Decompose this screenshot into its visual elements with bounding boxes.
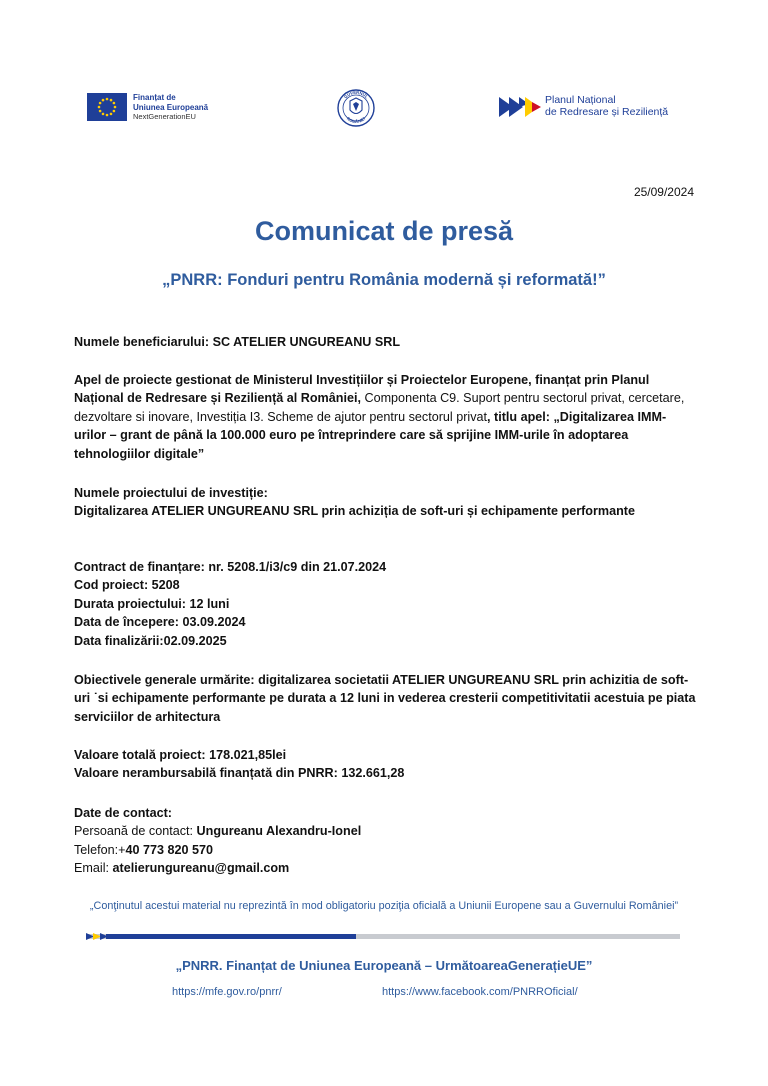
disclaimer: „Conţinutul acestui material nu reprezintă în mod obligatoriu poziţia oficială a Uniunii Europene sau a Guvernului României” <box>89 900 679 912</box>
project-name-value: Digitalizarea ATELIER UNGUREANU SRL prin achiziția de soft-uri și echipamente performante <box>74 504 635 519</box>
footer-tagline: „PNRR. Finanțat de Uniunea Europeană – UrmătoareaGenerațieUE” <box>175 958 593 973</box>
beneficiary-label: Numele beneficiarului: <box>74 335 210 349</box>
page-subtitle: „PNRR: Fonduri pentru România modernă și reformată!” <box>162 271 606 289</box>
project-values <box>74 746 698 783</box>
eu-flag-icon <box>87 93 127 121</box>
eu-funding-logo <box>87 93 227 121</box>
project-duration: Durata proiectului: 12 luni <box>74 596 230 611</box>
eu-logo-line3: NextGenerationEU <box>133 112 196 121</box>
government-seal-icon <box>337 89 375 127</box>
call-title: , titlu apel: „Digitalizarea IMM-urilor – grant de până la 100.000 euro pe întreprindere care să sprijine IMM-urile în adoptarea tehnologiilor digitale” <box>74 409 667 461</box>
facebook-link[interactable]: https://www.facebook.com/PNRROficial/ <box>382 986 578 998</box>
project-code: Cod proiect: 5208 <box>74 578 180 593</box>
total-value: Valoare totală proiect: 178.021,85lei <box>74 748 287 762</box>
contact-email-label: Email: <box>74 861 113 876</box>
footer-divider-bar <box>86 928 680 938</box>
contact-person-label: Persoană de contact: <box>74 824 197 839</box>
contact-email-line <box>74 859 698 877</box>
contact-heading: Date de contact: <box>74 806 172 820</box>
pnrr-logo-line1: Planul Național <box>545 94 616 106</box>
end-date: Data finalizării:02.09.2025 <box>74 633 227 648</box>
contact-phone-value: 40 773 820 570 <box>125 842 214 857</box>
contact-phone-line <box>74 841 698 859</box>
contact-phone-label: Telefon:+ <box>74 842 126 857</box>
project-name-label: Numele proiectului de investiție: <box>74 486 268 500</box>
call-paragraph <box>74 371 698 463</box>
contact-person-value: Ungureanu Alexandru-Ionel <box>196 824 362 839</box>
mfe-link[interactable]: https://mfe.gov.ro/pnrr/ <box>172 986 282 998</box>
objectives-paragraph: Obiectivele generale urmărite: digitalizarea societatii ATELIER UNGUREANU SRL prin achizitia de soft-uri ˙si echipamente performante pe durata a 12 luni in vederea cresterii competitivitatii acestuia pe piata serviciilor de arhitectura <box>74 673 696 724</box>
pnrr-logo-line2: de Redresare și Reziliență <box>545 106 669 118</box>
pnrr-logo <box>499 94 684 122</box>
beneficiary-value: SC ATELIER UNGUREANU SRL <box>212 335 401 349</box>
document-date: 25/09/2024 <box>633 185 694 199</box>
eu-logo-line2: Uniunea Europeană <box>133 102 209 112</box>
call-bold-part: Apel de proiecte gestionat de Ministerul Investițiilor și Proiectelor Europene, finanțat prin Planul Național de Redresare și Reziliență al României, <box>74 373 650 406</box>
contract-number: Contract de finanțare: nr. 5208.1/i3/c9 din 21.07.2024 <box>74 560 387 574</box>
beneficiary-line <box>74 333 698 351</box>
start-date: Data de începere: 03.09.2024 <box>74 615 246 630</box>
contact-block <box>74 804 698 878</box>
svg-text:GUVERNUL: GUVERNUL <box>342 89 370 100</box>
svg-text:ROMÂNIEI: ROMÂNIEI <box>345 115 367 125</box>
page-title: Comunicat de presă <box>254 216 514 246</box>
contact-email-value: atelierungureanu@gmail.com <box>112 861 290 876</box>
grant-value: Valoare nerambursabilă finanțată din PNRR: 132.661,28 <box>74 766 405 781</box>
eu-logo-line1: Finanțat de <box>133 93 176 102</box>
contract-details <box>74 558 698 650</box>
pnrr-arrow-icon <box>499 94 541 120</box>
project-name-block <box>74 484 698 521</box>
call-normal-part: Componenta C9. Suport pentru sectorul privat, cercetare, dezvoltare si inovare, Investiția I3. Scheme de ajutor pentru sectorul privat <box>74 391 685 424</box>
contact-person-line <box>74 822 698 840</box>
